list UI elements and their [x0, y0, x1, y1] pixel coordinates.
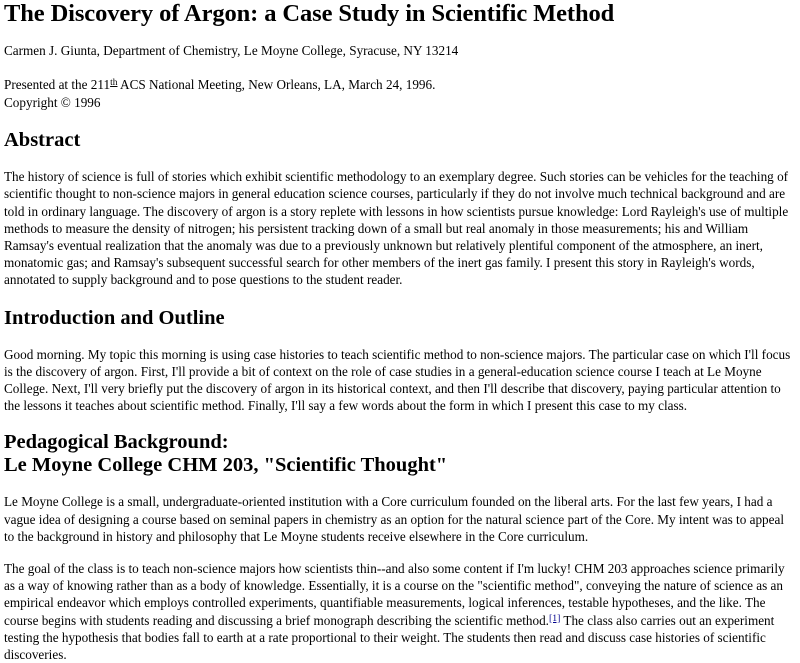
presented-suffix: ACS National Meeting, New Orleans, LA, March 24, 1996. [117, 77, 436, 93]
pedagogical-paragraph-2-part-1: The goal of the class is to teach non-science majors how scientists thin--and also some content if I'm lucky! CHM 203 approaches science primarily as a way of knowing rather than as a body of knowledge. Essentially, it is a course on the "scientific method", conveying the nature of science as an empirical endeavor which employs controlled experiments, quantifiable measurements, logical inferences, testable hypotheses, and the like. The course begins with students reading and discussing a brief monograph describing the scientific method. [4, 561, 785, 628]
heading-pedagogical-line-1: Pedagogical Background: [4, 431, 229, 454]
introduction-paragraph: Good morning. My topic this morning is using case histories to teach scientific method to non-science majors. The particular case on which I'll focus is the discovery of argon. First, I'll provide a bit of context on the role of case studies in a general-education science course I teach at Le Moyne College. Next, I'll very briefly put the discovery of argon in its historical context, and then I'll describe that discovery, paying particular attention to the lessons it teaches about scientific method. Finally, I'll say a few words about the form in which I present this case to my class. [4, 346, 791, 414]
heading-pedagogical-background [4, 431, 792, 477]
heading-abstract: Abstract [4, 129, 81, 152]
heading-pedagogical-line-2: Le Moyne College CHM 203, "Scientific Thought" [4, 454, 448, 477]
footnote-reference-1-link[interactable]: [1] [548, 612, 561, 624]
publication-info [4, 76, 792, 111]
page-title: The Discovery of Argon: a Case Study in Scientific Method [4, 0, 615, 27]
ordinal-suffix: th [110, 78, 118, 89]
pedagogical-paragraph-1: Le Moyne College is a small, undergraduate-oriented institution with a Core curriculum founded on the liberal arts. For the last few years, I had a vague idea of designing a course based on seminal papers in chemistry as an option for the natural science part of the Core. My intent was to appeal to the background in history and philosophy that Le Moyne students receive elsewhere in the Core curriculum. [4, 494, 785, 544]
copyright-notice: Copyright © 1996 [4, 94, 101, 110]
pedagogical-paragraph-2-part-2: The class also carries out an experiment testing the hypothesis that bodies fall to earth at a rate proportional to their weight. The students then read and discuss case histories of scientific discoveries. [4, 612, 775, 663]
author-byline: Carmen J. Giunta, Department of Chemistry, Le Moyne College, Syracuse, NY 13214 [4, 43, 459, 59]
presented-prefix: Presented at the 211 [4, 77, 111, 93]
abstract-paragraph: The history of science is full of stories which exhibit scientific methodology to an exemplary degree. Such stories can be vehicles for the teaching of scientific thought to non-science majors in general education science courses, particularly if they do not involve much technical background and are told in ordinary language. The discovery of argon is a story replete with lessons in how scientists pursue knowledge: Lord Rayleigh's use of multiple methods to measure the density of nitrogen; his persistent tracking down of a small but real anomaly in those measurements; his and William Ramsay's eventual realization that the anomaly was due to a previously unknown but relatively plentiful component of the atmosphere, an inert, monatomic gas; and Ramsay's subsequent successful search for other members of the inert gas family. I present this story in Rayleigh's words, annotated to supply background and to pose questions to the student reader. [4, 169, 789, 288]
heading-introduction: Introduction and Outline [4, 306, 225, 329]
pedagogical-paragraph-2 [4, 560, 792, 663]
